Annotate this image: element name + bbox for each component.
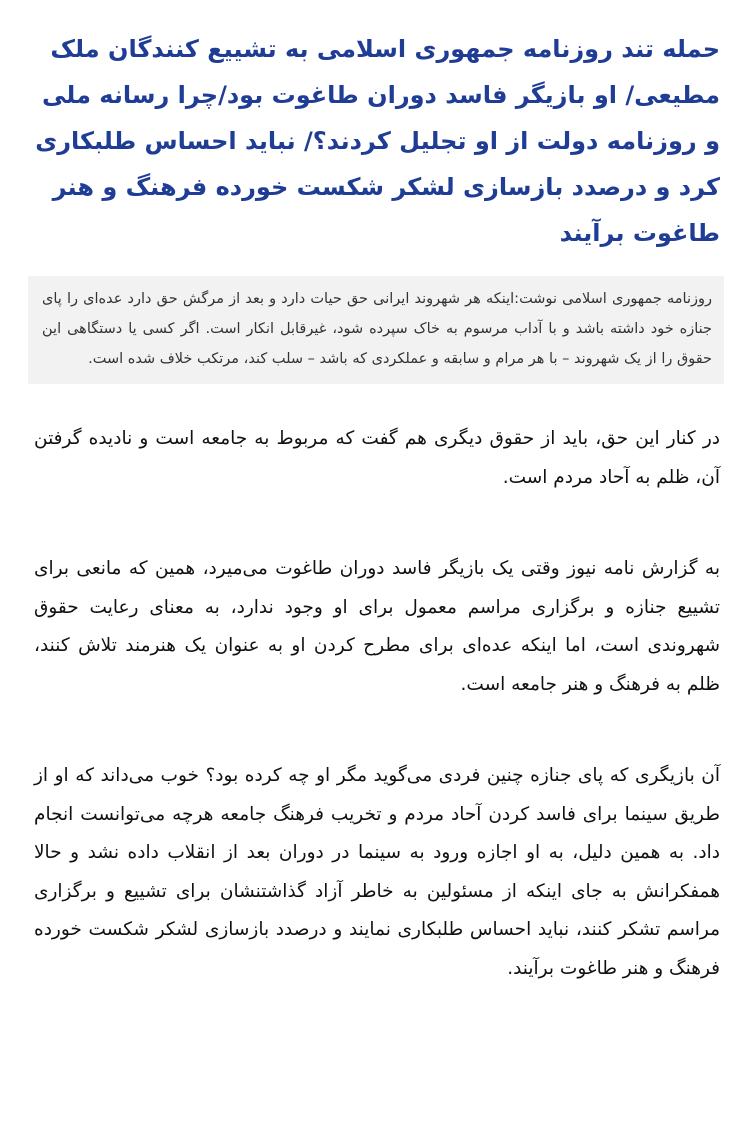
body-paragraph-3: آن بازیگری که پای جنازه چنین فردی می‌گوید مگر او چه کرده بود؟ خوب می‌داند که او از طریق سینما برای فاسد کردن آحاد مردم و تخریب فرهنگ جامعه هرچه می‌توانست انجام داد. به همین دلیل، به او اجازه ورود به سینما در دوران بعد از انقلاب داده نشد و حالا همفکرانش به جای اینکه از مسئولین به خاطر آزاد گذاشتنشان برای تشییع و برگزاری مراسم تشکر کنند، نباید احساس طلبکاری نمایند و درصدد بازسازی لشکر شکست خورده فرهنگ و هنر طاغوت برآیند. [34, 765, 720, 979]
body-paragraph-1: در کنار این حق، باید از حقوق دیگری هم گفت که مربوط به جامعه است و نادیده گرفتن آن، ظلم به آحاد مردم است. [34, 428, 720, 488]
article-lead-box: روزنامه جمهوری اسلامی نوشت:اینکه هر شهروند ایرانی حق حیات دارد و بعد از مرگش حق دارد عده‌ای را پای جنازه خود داشته باشد و با آداب مرسوم به خاک سپرده شود، غیرقابل انکار است. اگر کسی یا دستگاهی این حقوق را از یک شهروند – با هر مرام و سابقه و عملکردی که باشد – سلب کند، مرتکب خلاف شده است. [28, 276, 724, 384]
body-paragraph-2: به گزارش نامه نیوز وقتی یک بازیگر فاسد دوران طاغوت می‌میرد، همین که مانعی برای تشییع جنازه و برگزاری مراسم معمول برای او وجود ندارد، به معنای رعایت حقوق شهروندی است، اما اینکه عده‌ای برای مطرح کردن او به عنوان یک هنرمند تلاش کنند، ظلم به فرهنگ و هنر جامعه است. [34, 558, 720, 695]
article-body [34, 420, 720, 988]
article-headline: حمله تند روزنامه جمهوری اسلامی به تشییع کنندگان ملک مطیعی/ او بازیگر فاسد دوران طاغوت بود/چرا رسانه ملی و روزنامه دولت از او تجلیل کردند؟/ نباید احساس طلبکاری کرد و درصدد بازسازی لشکر شکست خورده فرهنگ و هنر طاغوت برآیند [35, 35, 720, 247]
